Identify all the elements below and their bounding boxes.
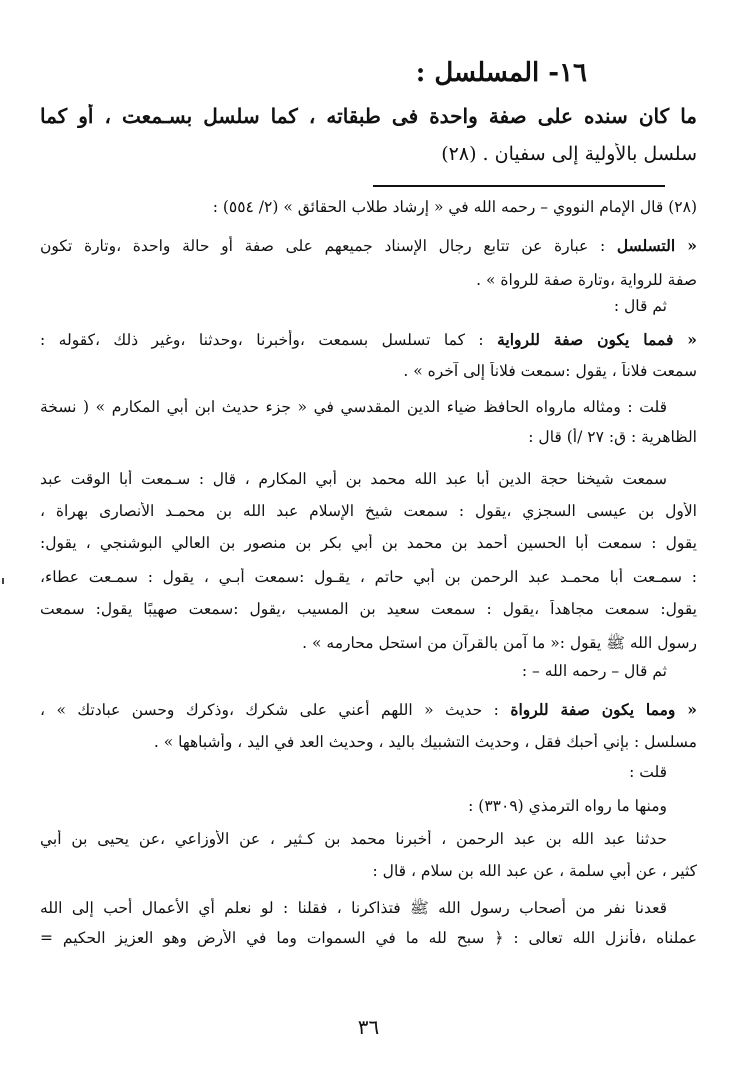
footnote-line <box>40 733 697 751</box>
footnote-line <box>40 428 697 446</box>
footnote-text: صفة للرواية ،وتارة صفة للرواة » . <box>476 271 697 289</box>
footnote-bold-term: « التسلسل <box>616 236 697 255</box>
footnote-line <box>40 502 697 520</box>
footnote-line <box>40 362 697 380</box>
main-text-line: سلسل بالأولية إلى سفيان . (٢٨) <box>441 143 697 165</box>
scan-mark <box>2 578 4 584</box>
footnote-text: ثم قال – رحمه الله – : <box>521 662 667 680</box>
footnote-text: : سمـعت أبا محمـد عبد الرحمن بن أبي حاتم ، يقـول :سمعت أبـي ، يقول : سمـعت عطاء، <box>40 568 697 586</box>
footnote-text: ثم قال : <box>613 297 667 315</box>
footnote-text: كثير ، عن أبي سلمة ، عن عبد الله بن سلام ، قال : <box>372 862 697 880</box>
footnote-bold-term: « ومما يكون صفة للرواة <box>510 700 697 719</box>
footnote-text: عملناه ،فأنزل الله تعالى : ﴿ سبح لله ما في السموات وما في الأرض وهو العزيز الحكيم = <box>40 929 697 947</box>
footnote-text: حدثنا عبد الله بن عبد الرحمن ، أخبرنا محمد بن كـثير ، عن الأوزاعي ،عن يحيى بن أبي <box>40 830 667 848</box>
footnote-line <box>40 763 667 781</box>
footnote-text: رسول الله ﷺ يقول :« ما آمن بالقرآن من استحل محارمه » . <box>302 634 697 652</box>
footnote-bold-term: « فمما يكون صفة للرواية <box>497 330 697 349</box>
footnote-line <box>40 470 667 488</box>
footnote-text: : كما تسلسل بسمعت ،وأخبرنا ،وحدثنا ،وغير ذلك ،كقوله : <box>40 331 498 349</box>
footnote-text: قلت : <box>629 763 667 781</box>
footnote-line <box>40 898 667 921</box>
footnote-text: سمعت شيخنا حجة الدين أبا عبد الله محمد بن أبي المكارم ، قال : سـمعت أبا الوقت عبد <box>40 470 667 488</box>
footnote-line <box>40 797 667 815</box>
footnote-line <box>40 830 667 848</box>
footnote-line <box>40 297 667 315</box>
footnote-line <box>40 662 667 680</box>
page-number: ٣٦ <box>357 1015 380 1039</box>
section-heading: ١٦- المسلسل : <box>415 58 587 88</box>
footnote-text: قعدنا نفر من أصحاب رسول الله ﷺ فتذاكرنا ، فقلنا : لو نعلم أي الأعمال أحب إلى الله <box>40 899 667 917</box>
footnote-line <box>40 862 697 880</box>
footnote-text: (٢٨) قال الإمام النووي – رحمه الله في « إرشاد طلاب الحقائق » (٢/ ٥٥٤) : <box>212 198 697 216</box>
footnote-line <box>40 534 697 552</box>
footnote-line <box>40 271 697 289</box>
footnote-text: يقول: سمعت مجاهداً ،يقول : سمعت سعيد بن المسيب ،يقول :سمعت صهيبًا يقول: سمعت <box>40 600 697 618</box>
footnote-text: مسلسل : بإني أحبك فقل ، وحديث التشبيك باليد ، وحديث العد في اليد ، وأشباهها » . <box>153 733 697 751</box>
footnote-text: : حديث « اللهم أعني على شكرك ،وذكرك وحسن عبادتك » ، <box>40 701 511 719</box>
footnote-line <box>40 330 697 349</box>
footnote-text: سمعت فلاناً ، يقول :سمعت فلاناً إلى آخره » . <box>403 362 697 380</box>
footnote-text: الأول بن عيسى السجزي ،يقول : سمعت شيخ الإسلام عبد الله بن محمـد الأنصارى بهراة ، <box>40 502 697 520</box>
footnote-line <box>40 198 697 216</box>
footnote-line <box>40 236 697 255</box>
footnote-line <box>40 700 697 719</box>
footnote-text: : عبارة عن تتابع رجال الإسناد جميعهم على صفة أو حالة واحدة ،وتارة تكون <box>40 237 617 255</box>
footnote-line <box>40 633 697 656</box>
footnote-text: يقول : سمعت أبا الحسين أحمد بن محمد بن أبي بكر بن منصور بن العالي البوشنجي ، يقول: <box>40 534 697 552</box>
footnote-line <box>40 600 697 618</box>
footnote-line <box>40 929 697 947</box>
footnote-text: قلت : ومثاله مارواه الحافظ ضياء الدين المقدسي في « جزء حديث ابن أبي المكارم » ( نسخة <box>40 398 667 416</box>
footnote-separator <box>373 185 665 187</box>
footnote-text: ومنها ما رواه الترمذي (٣٣٠٩) : <box>468 797 667 815</box>
footnote-line <box>40 568 697 586</box>
main-text-line: ما كان سنده على صفة واحدة فى طبقاته ، كما سلسل بسـمعت ، أو كما <box>40 104 697 128</box>
footnote-line <box>40 398 667 416</box>
footnote-text: الظاهرية : ق: ٢٧ /أ) قال : <box>528 428 697 446</box>
